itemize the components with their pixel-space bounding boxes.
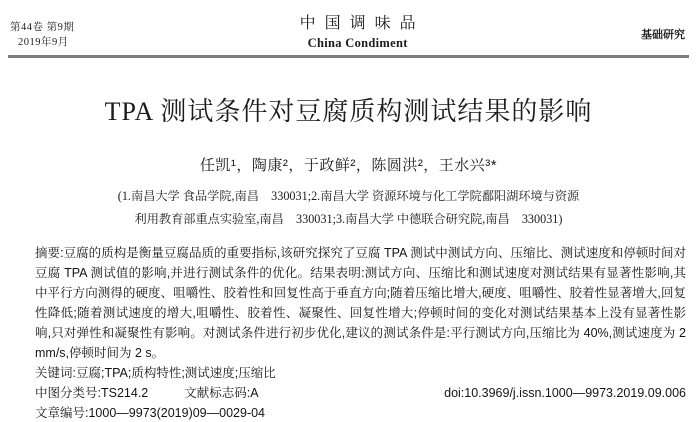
affiliation-line-2: 利用教育部重点实验室,南昌 330031;3.南昌大学 中德联合研究院,南昌 330031) bbox=[134, 212, 563, 226]
document-code bbox=[184, 383, 258, 403]
article-number-line bbox=[35, 403, 686, 422]
abstract-text: 豆腐的质构是衡量豆腐品质的重要指标,该研究探究了豆腐 TPA 测试中测试方向、压缩比、测试速度和停顿时间对豆腐 TPA 测试值的影响,并进行测试条件的优化。结果表明:测试方向、压缩比和测试速度对测试结果有显著性影响,其中平行方向测得的硬度、咀嚼性、胶着性和回复性高于垂直方向;随着压缩比增大,硬度、咀嚼性、胶着性显著增大,回复性降低;随着测试速度的增大,咀嚼性、胶着性、凝聚性、回复性增大;停顿时间的变化对测试结果基本上没有显著性影响,只对弹性和凝聚性有影响。对测试条件进行初步优化,建议的测试条件是:平行测试方向,压缩比为 40%,测试速度为 2 mm/s,停顿时间为 2 s。 bbox=[35, 246, 686, 360]
author-line: 任凯¹，陶康²，于政鲜²，陈圆洪²，王水兴³* bbox=[199, 157, 498, 174]
clc-label: 中图分类号: bbox=[35, 386, 101, 400]
header-divider bbox=[8, 55, 689, 58]
classification-line bbox=[35, 383, 686, 403]
keywords-line bbox=[35, 363, 686, 383]
article-title: TPA 测试条件对豆腐质构测试结果的影响 bbox=[104, 97, 593, 126]
document-code-value: A bbox=[250, 386, 259, 400]
journal-name-block bbox=[291, 10, 425, 51]
clc-number bbox=[35, 383, 148, 403]
abstract-paragraph bbox=[35, 243, 686, 363]
column-label: 基础研究 bbox=[640, 29, 685, 41]
clc-value: TS214.2 bbox=[100, 386, 149, 400]
volume-issue: 第44卷 第9期 bbox=[10, 22, 75, 33]
journal-header bbox=[0, 0, 697, 51]
keywords-label: 关键词: bbox=[35, 366, 76, 380]
document-code-label: 文献标志码: bbox=[184, 386, 251, 400]
journal-name-zh: 中国调味品 bbox=[299, 15, 425, 32]
abstract-label: 摘要: bbox=[35, 246, 64, 260]
doi: doi:10.3969/j.issn.1000—9973.2019.09.006 bbox=[444, 386, 686, 400]
issue-info bbox=[10, 20, 74, 50]
article-number-value: 1000—9973(2019)09—0029-04 bbox=[88, 406, 266, 420]
issue-date: 2019年9月 bbox=[18, 37, 69, 48]
keywords-text: 豆腐;TPA;质构特性;测试速度;压缩比 bbox=[75, 366, 276, 380]
affiliation-line-1: (1.南昌大学 食品学院,南昌 330031;2.南昌大学 资源环境与化工学院鄱阳湖环境与资源 bbox=[117, 189, 580, 203]
journal-name-en: China Condiment bbox=[307, 36, 408, 50]
article-number-label: 文章编号: bbox=[35, 406, 89, 420]
